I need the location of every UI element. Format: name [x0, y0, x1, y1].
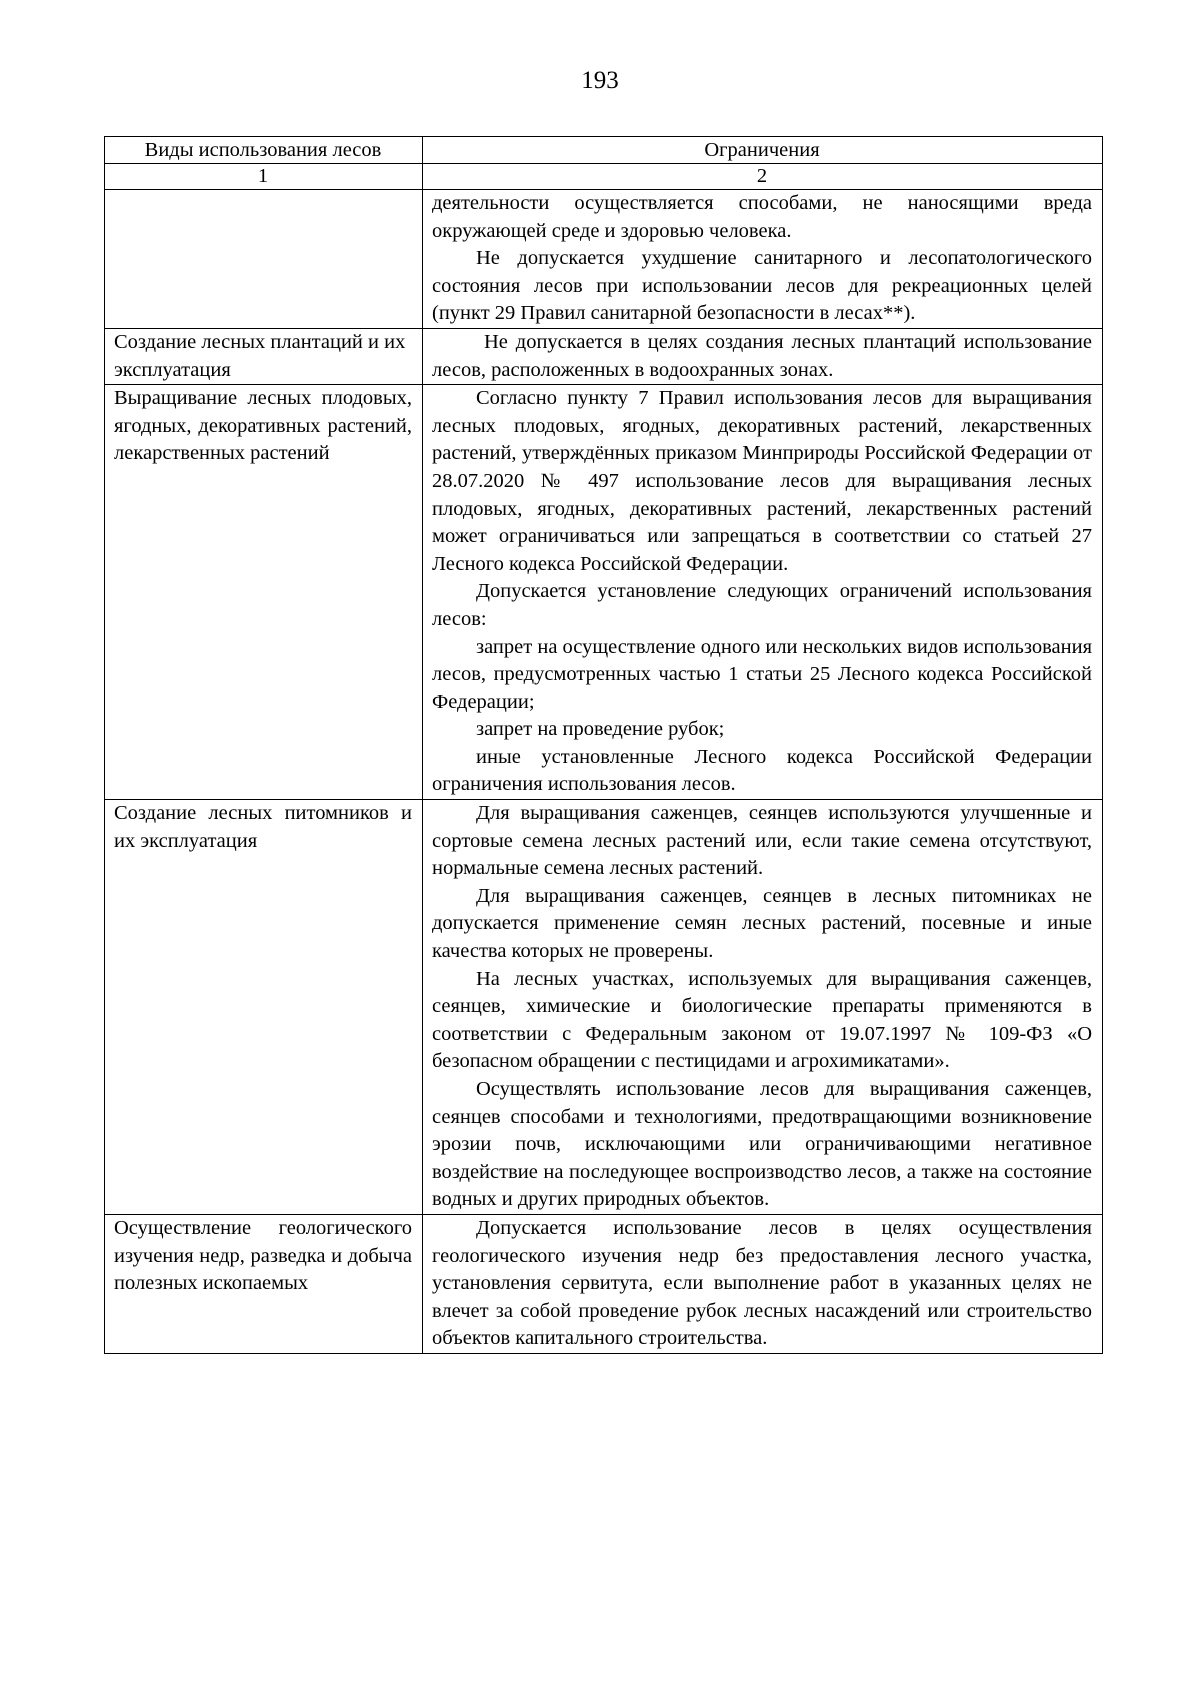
restriction-paragraph: Для выращивания саженцев, сеянцев в лесных питомниках не допускается применение семян лесных растений, посевные и иные качества которых не проверены. — [432, 884, 1092, 963]
column-number-2: 2 — [423, 164, 1103, 190]
row-restrictions-cell — [423, 190, 1103, 329]
row-kind-cell: Создание лесных плантаций и их эксплуатация — [105, 328, 423, 384]
table-row — [105, 328, 1103, 384]
header-restrictions: Ограничения — [423, 137, 1103, 164]
restriction-paragraph: Для выращивания саженцев, сеянцев используются улучшенные и сортовые семена лесных растений или, если такие семена отсутствуют, нормальные семена лесных растений. — [432, 802, 1092, 880]
row-kind-cell: Осуществление геологического изучения недр, разведка и добыча полезных ископаемых — [105, 1214, 423, 1353]
column-number-1: 1 — [105, 164, 423, 190]
row-restrictions-cell — [423, 800, 1103, 1215]
restriction-paragraph: деятельности осуществляется способами, не наносящими вреда окружающей среде и здоровью человека. — [432, 192, 1092, 242]
restriction-paragraph: Допускается использование лесов в целях осуществления геологического изучения недр без предоставления лесного участка, установления сервитута, если выполнение работ в указанных целях не влечет за собой проведение рубок лесных насаждений или строительство объектов капитального строительства. — [432, 1216, 1092, 1350]
restriction-paragraph: запрет на осуществление одного или нескольких видов использования лесов, предусмотренных частью 1 статьи 25 Лесного кодекса Российской Федерации; — [432, 635, 1092, 713]
table-row — [105, 190, 1103, 329]
restriction-paragraph: запрет на проведение рубок; — [476, 718, 725, 741]
restriction-paragraph: Согласно пункту 7 Правил использования лесов для выращивания лесных плодовых, ягодных, декоративных растений, лекарственных растений, утверждённых приказом Минприроды Российской Федерации от 28.07.2020 № 497 использование лесов для выращивания лесных плодовых, ягодных, декоративных растений, лекарственных растений может ограничиваться или запрещаться в соответствии со статьей 27 Лесного кодекса Российской Федерации. — [432, 387, 1092, 575]
restriction-paragraph: Не допускается ухудшение санитарного и лесопатологического состояния лесов при использовании лесов для рекреационных целей (пункт 29 Правил санитарной безопасности в лесах**). — [432, 247, 1092, 325]
row-restrictions-cell — [423, 328, 1103, 384]
column-number-row — [105, 164, 1103, 190]
row-restrictions-cell — [423, 385, 1103, 800]
table-row — [105, 1214, 1103, 1353]
page-number: 193 — [581, 67, 619, 94]
restriction-paragraph: Не допускается в целях создания лесных плантаций использование лесов, расположенных в водоохранных зонах. — [432, 330, 1092, 381]
row-restrictions-cell — [423, 1214, 1103, 1353]
row-kind-cell — [105, 190, 423, 329]
restrictions-table — [104, 136, 1103, 1354]
table-row — [105, 800, 1103, 1215]
restriction-paragraph: Осуществлять использование лесов для выращивания саженцев, сеянцев способами и технологиями, предотвращающими возникновение эрозии почв, исключающими или ограничивающими негативное воздействие на последующее воспроизводство лесов, а также на состояние водных и других природных объектов. — [432, 1078, 1092, 1211]
table-header-row — [105, 137, 1103, 164]
row-kind-cell: Создание лесных питомников и их эксплуатация — [105, 800, 423, 1215]
header-kinds-of-use: Виды использования лесов — [105, 137, 423, 164]
restriction-paragraph: На лесных участках, используемых для выращивания саженцев, сеянцев, химические и биологические препараты применяются в соответствии с Федеральным законом от 19.07.1997 № 109-ФЗ «О безопасном обращении с пестицидами и агрохимикатами». — [432, 967, 1092, 1073]
restriction-paragraph: иные установленные Лесного кодекса Российской Федерации ограничения использования лесов. — [432, 745, 1092, 796]
row-kind-cell: Выращивание лесных плодовых, ягодных, декоративных растений, лекарственных растений — [105, 385, 423, 800]
table-row — [105, 385, 1103, 800]
restriction-paragraph: Допускается установление следующих ограничений использования лесов: — [432, 580, 1092, 630]
